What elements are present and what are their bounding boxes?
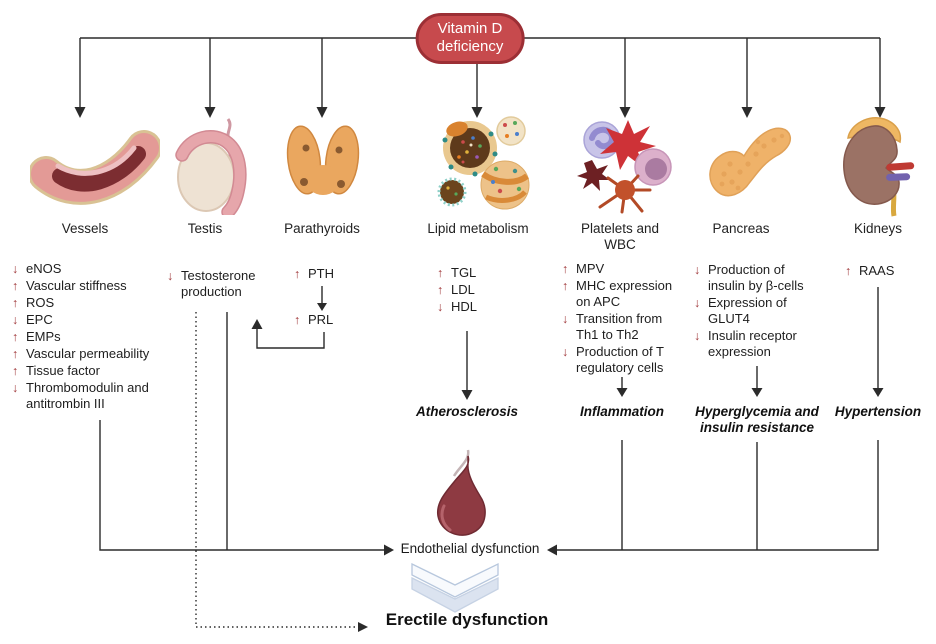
effect-item [694,262,816,294]
lipid-effects-list [437,265,501,316]
effect-text: Tissue factor [26,363,100,378]
platelets-effects-list [562,261,682,377]
effect-item [562,344,682,376]
erectile-dysfunction-label: Erectile dysfunction [385,610,549,629]
up-arrow-icon: ↑ [294,313,301,327]
effect-text: TGL [451,265,477,280]
pancreas-effects-list [694,262,816,361]
pancreas-icon [700,118,795,213]
kidney-icon [830,112,930,222]
effect-text: HDL [451,299,478,314]
effect-text: Insulin receptor expression [708,328,797,359]
down-arrow-icon: ↓ [437,300,444,314]
up-arrow-icon: ↑ [562,262,569,276]
effect-text: Production of T regulatory cells [576,344,664,375]
testis-effects-list [167,268,269,301]
effect-text: Transition from Th1 to Th2 [576,311,663,342]
up-arrow-icon: ↑ [12,347,19,361]
up-arrow-icon: ↑ [294,267,301,281]
outcome-hypertension: Hypertension [834,404,922,419]
up-arrow-icon: ↑ [437,266,444,280]
up-arrow-icon: ↑ [12,330,19,344]
organ-label-vessels: Vessels [61,221,109,236]
down-arrow-icon: ↓ [562,312,569,326]
up-arrow-icon: ↑ [12,279,19,293]
effect-item [12,261,182,277]
effect-item [12,329,182,345]
outcome-inflammation: Inflammation [579,404,665,419]
parathyroids-effects-list [294,266,354,358]
effect-text: Thrombomodulin and antitrombin III [26,380,149,411]
effect-text: Vascular stiffness [26,278,127,293]
effect-item [437,282,501,298]
up-arrow-icon: ↑ [12,296,19,310]
effect-text: PTH [308,266,334,281]
up-arrow-icon: ↑ [845,264,852,278]
dysfunctional-vessel-icon [430,448,500,545]
effect-text: MPV [576,261,605,276]
cause-line1: Vitamin D [437,20,503,37]
effect-text: eNOS [26,261,62,276]
cause-line2: deficiency [436,38,504,55]
effect-text: EPC [26,312,53,327]
parathyroids-icon [278,118,368,213]
effect-item [294,266,354,282]
effect-item [437,265,501,281]
organ-label-lipid: Lipid metabolism [427,221,529,236]
effect-text: EMPs [26,329,61,344]
down-arrow-icon: ↓ [694,329,701,343]
organ-label-pancreas: Pancreas [712,221,770,236]
down-arrow-icon: ↓ [12,262,19,276]
blood-vessel-icon [30,118,160,218]
effect-item [12,312,182,328]
effect-text: Testosterone production [181,268,256,299]
lipid-metabolism-icon [425,112,535,222]
effect-text: Expression of GLUT4 [708,295,787,326]
down-arrow-icon: ↓ [694,263,701,277]
effect-text: LDL [451,282,475,297]
effect-text: ROS [26,295,55,310]
effect-text: Production of insulin by β-cells [708,262,804,293]
effect-item [562,261,682,277]
effect-item [12,346,182,362]
outcome-hyperglycemia: Hyperglycemia and insulin resistance [695,404,819,435]
effect-item [294,312,354,328]
up-arrow-icon: ↑ [12,364,19,378]
outcome-atherosclerosis: Atherosclerosis [415,404,519,419]
up-arrow-icon: ↑ [437,283,444,297]
effect-text: RAAS [859,263,895,278]
down-arrow-icon: ↓ [12,313,19,327]
vessels-effects-list [12,261,182,413]
up-arrow-icon: ↑ [562,279,569,293]
down-arrow-icon: ↓ [167,269,174,283]
effect-item [562,311,682,343]
down-arrow-icon: ↓ [562,345,569,359]
down-arrow-icon: ↓ [694,296,701,310]
kidneys-effects-list [845,263,915,280]
organ-label-kidneys: Kidneys [853,221,903,236]
effect-item [12,380,182,412]
organ-label-testis: Testis [187,221,223,236]
organ-label-parathyroids: Parathyroids [284,221,360,236]
effect-item [167,268,269,300]
effect-text: PRL [308,312,334,327]
effect-item [562,278,682,310]
effect-text: Vascular permeability [26,346,150,361]
down-arrow-icon: ↓ [12,381,19,395]
effect-item [845,263,915,279]
effect-item [694,328,816,360]
effect-item [12,278,182,294]
vitamin-d-deficiency-box [416,13,525,64]
effect-item [694,295,816,327]
effect-text: MHC expression on APC [576,278,673,309]
testis-icon [170,115,250,220]
effect-item [12,363,182,379]
endothelial-dysfunction-label: Endothelial dysfunction [400,541,540,556]
effect-item [437,299,501,315]
platelets-wbc-icon [570,112,685,222]
effect-item [12,295,182,311]
organ-label-platelets: Platelets and WBC [580,221,660,252]
